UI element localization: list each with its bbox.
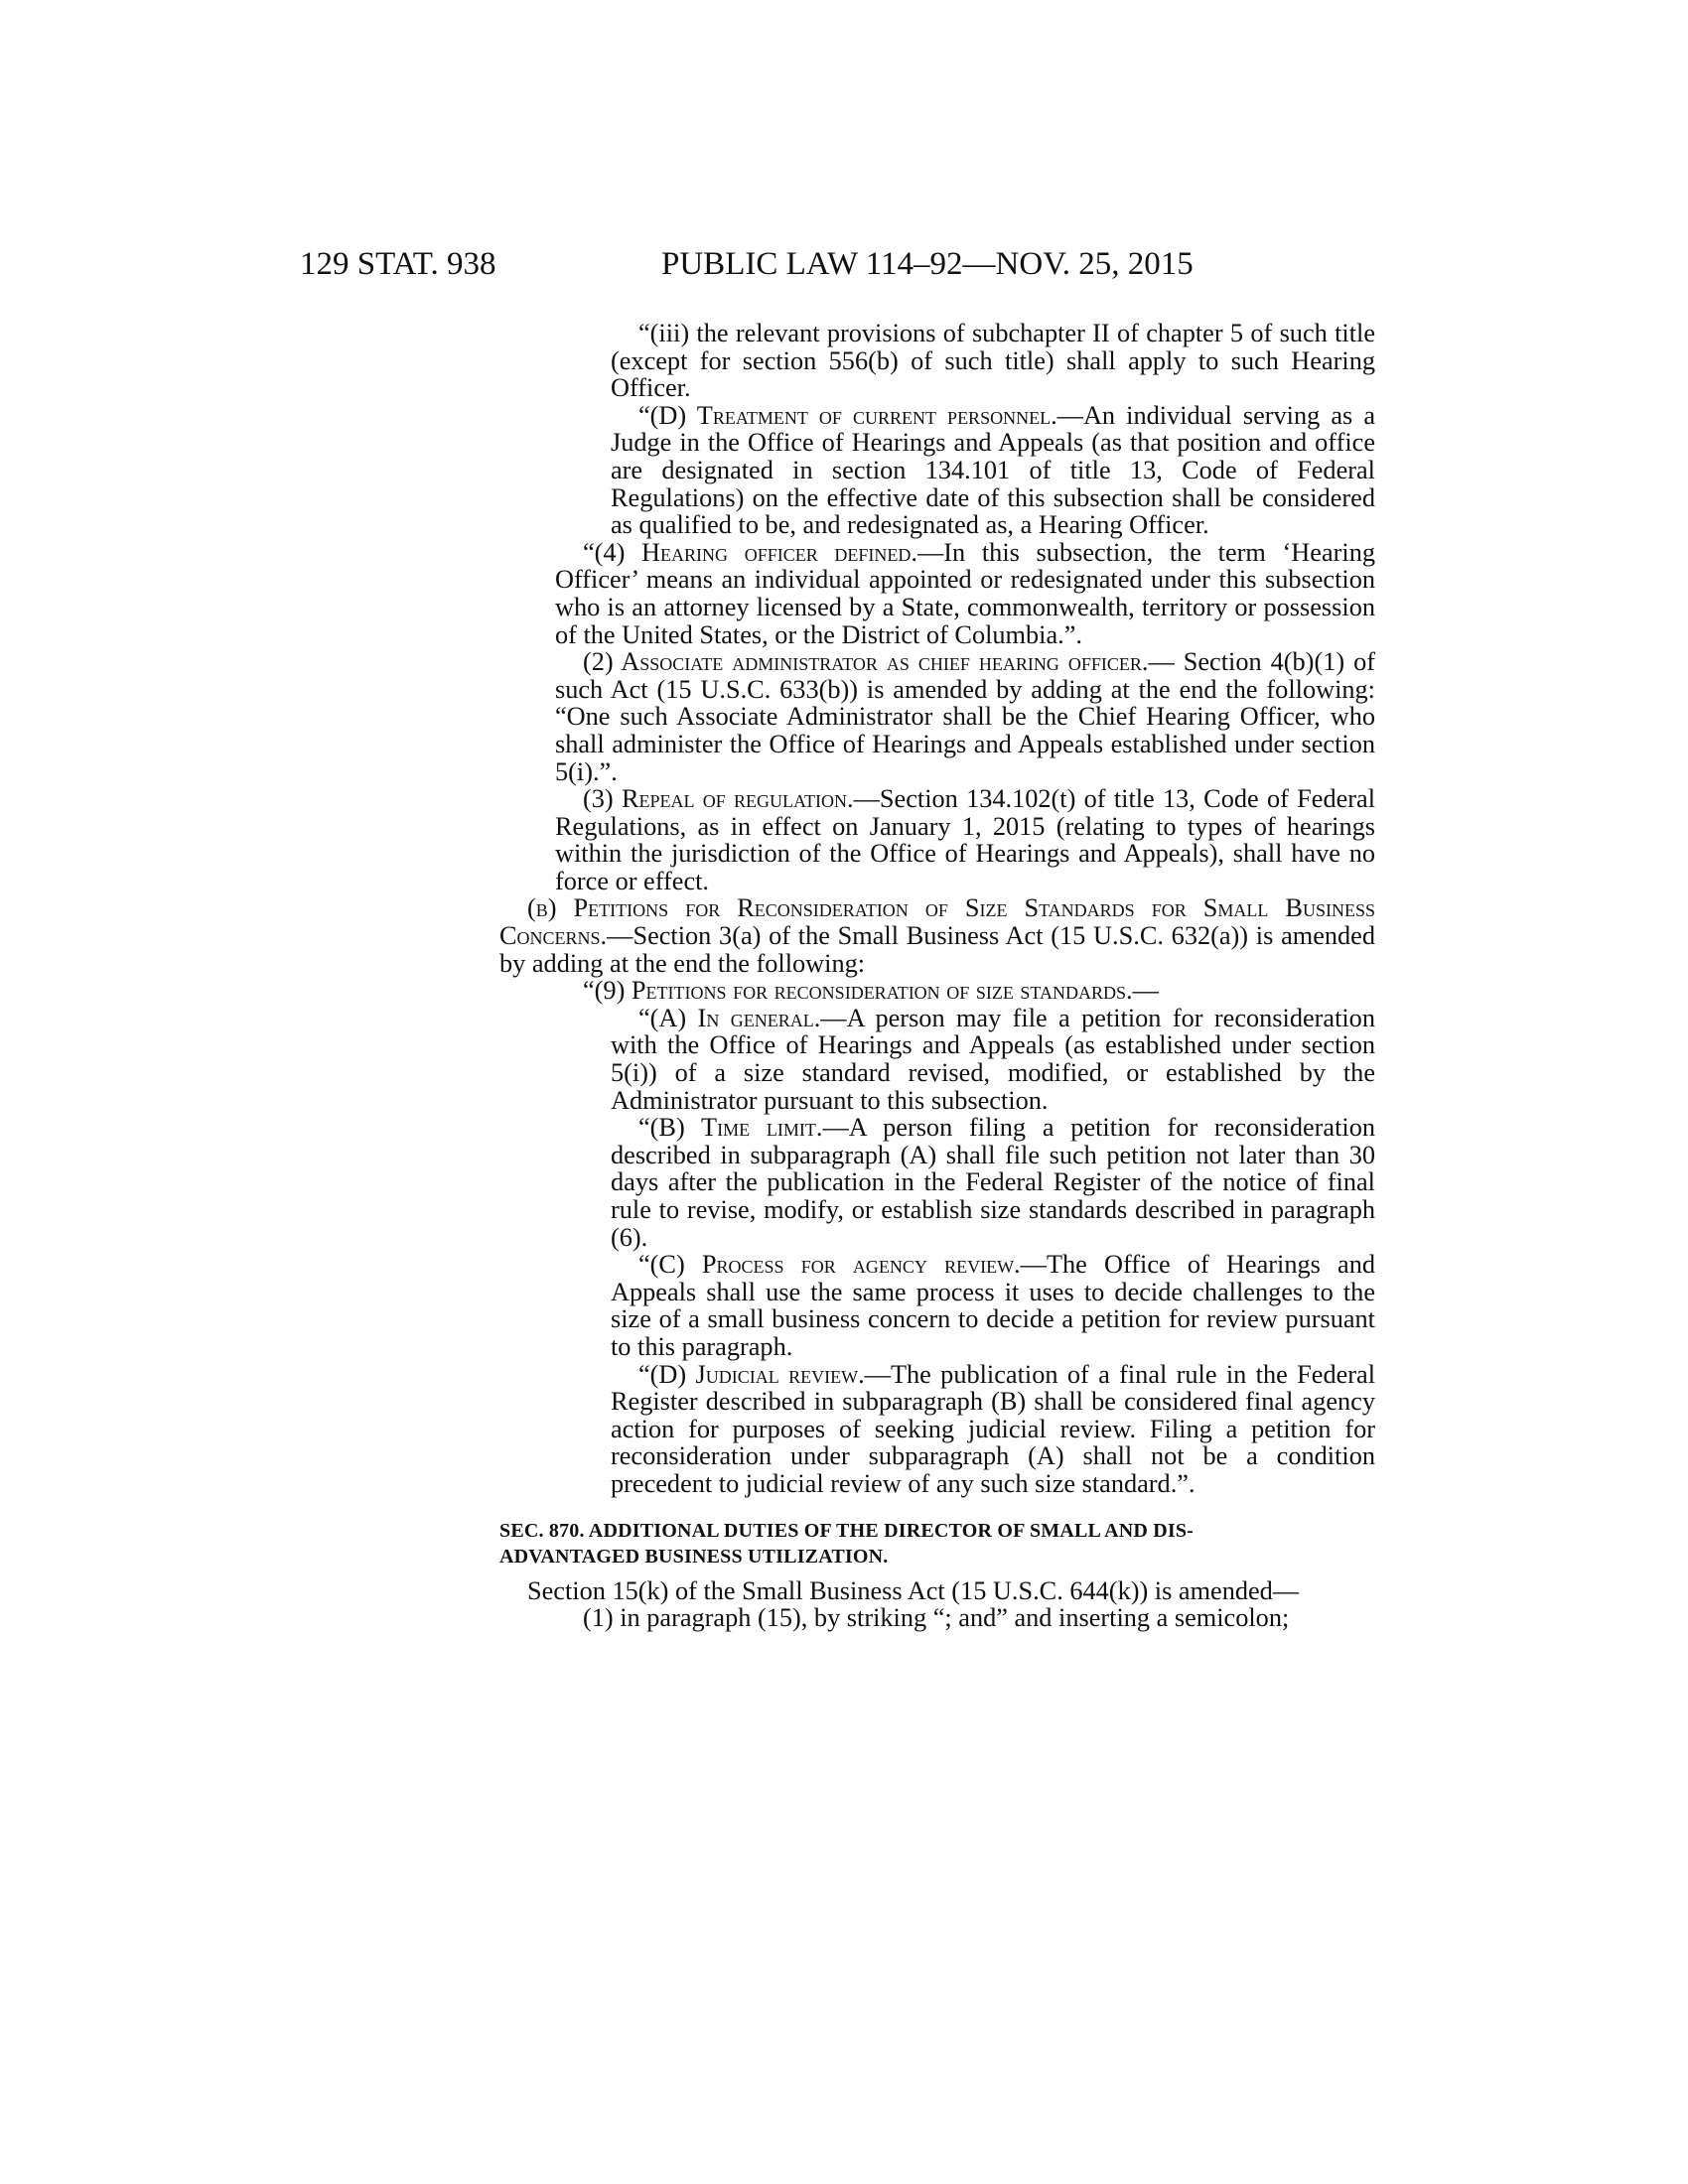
paragraph-2-associate-admin [499, 648, 1375, 785]
paragraph-9-dash: — [1132, 976, 1159, 1006]
subparagraph-b-text: —A person filing a petition for reconsideration described in subparagraph (A) shall file such petition not later than 30 days after the publication in the Federal Register of the notice of final rule to revise, modify, or establish size standards described in paragraph (6). [611, 1113, 1376, 1252]
subparagraph-d-text: —An individual serving as a Judge in the Office of Hearings and Appeals (as that position and office are designated in section 134.101 of title 13, Code of Federal Regulations) on the effective date of this subsection shall be considered as qualified to be, and redesignated as, a Hearing Officer. [611, 400, 1375, 540]
subparagraph-d-heading: “(D) Treatment of current personnel. [638, 400, 1057, 430]
section-870-heading-line1: SEC. 870. ADDITIONAL DUTIES OF THE DIRECTOR OF SMALL AND DIS- [499, 1519, 1195, 1542]
subparagraph-d-judicial-heading: “(D) Judicial review. [638, 1359, 865, 1389]
paragraph-4-definition [499, 539, 1375, 648]
subparagraph-d-judicial [499, 1361, 1375, 1498]
page-header [0, 246, 1688, 286]
section-870-heading [499, 1518, 1375, 1570]
subparagraph-a-heading: “(A) In general. [638, 1003, 821, 1032]
subparagraph-a-text: —A person may file a petition for reconsideration with the Office of Hearings and Appeals (as established under section 5(i)) of a size standard revised, modified, or established by the Administrator pursuant to this subsection. [611, 1003, 1375, 1115]
subparagraph-b-heading: “(B) Time limit. [638, 1113, 823, 1143]
subsection-b-heading: (b) Petitions for Reconsideration of Size Standards for Small Business Concerns. [499, 893, 1375, 951]
subparagraph-c-process [499, 1251, 1375, 1360]
section-870-intro: Section 15(k) of the Small Business Act (15 U.S.C. 644(k)) is amended— [527, 1575, 1300, 1605]
statute-page-number: 129 STAT. 938 [300, 246, 496, 282]
public-law-title: PUBLIC LAW 114–92—NOV. 25, 2015 [661, 246, 1194, 282]
subsection-b-text: —Section 3(a) of the Small Business Act (15 U.S.C. 632(a)) is amended by adding at the end the following: [499, 921, 1375, 978]
paragraph-3-heading: (3) Repeal of regulation. [583, 784, 854, 814]
subparagraph-a-general [499, 1005, 1375, 1114]
paragraph-4-text: —In this subsection, the term ‘Hearing Officer’ means an individual appointed or redesignated under this subsection who is an attorney licensed by a State, commonwealth, territory or possession of the United States, or the District of Columbia.”. [555, 537, 1375, 649]
section-870-paragraph-1: (1) in paragraph (15), by striking “; and” and inserting a semicolon; [583, 1603, 1290, 1633]
subparagraph-d-personnel [499, 402, 1375, 539]
subparagraph-d-judicial-text: —The publication of a final rule in the Federal Register described in subparagraph (B) shall be considered final agency action for purposes of seeking judicial review. Filing a petition for reconsideration under subparagraph (A) shall not be a condition precedent to judicial review of any such size standard.”. [611, 1359, 1375, 1498]
statute-body [499, 320, 1375, 1632]
section-870-heading-line2: ADVANTAGED BUSINESS UTILIZATION. [499, 1545, 889, 1568]
subparagraph-b-time-limit [499, 1114, 1375, 1251]
paragraph-3-repeal [499, 785, 1375, 894]
clause-iii: “(iii) the relevant provisions of subchapter II of chapter 5 of such title (except for section 556(b) of such title) shall apply to such Hearing Officer. [611, 319, 1375, 403]
paragraph-9-heading-line [499, 977, 1375, 1005]
subparagraph-c-text: —The Office of Hearings and Appeals shall use the same process it uses to decide challenges to the size of a small business concern to decide a petition for review pursuant to this paragraph. [611, 1250, 1375, 1361]
paragraph-4-heading: “(4) Hearing officer defined. [583, 537, 917, 567]
paragraph-2-text: — Section 4(b)(1) of such Act (15 U.S.C. 633(b)) is amended by adding at the end the following: “One such Associate Administrator shall be the Chief Hearing Officer, who shall administer the Office of Hearings and Appeals established under section 5(i).”. [555, 647, 1376, 786]
paragraph-2-heading: (2) Associate administrator as chief hearing officer. [583, 647, 1149, 677]
subsection-b-petitions [499, 894, 1375, 977]
paragraph-3-text: —Section 134.102(t) of title 13, Code of Federal Regulations, as in effect on January 1, 2015 (relating to types of hearings within the jurisdiction of the Office of Hearings and Appeals), shall have no force or effect. [555, 784, 1375, 895]
paragraph-9-heading: “(9) Petitions for reconsideration of size standards. [583, 976, 1133, 1006]
subparagraph-c-heading: “(C) Process for agency review. [638, 1250, 1021, 1280]
